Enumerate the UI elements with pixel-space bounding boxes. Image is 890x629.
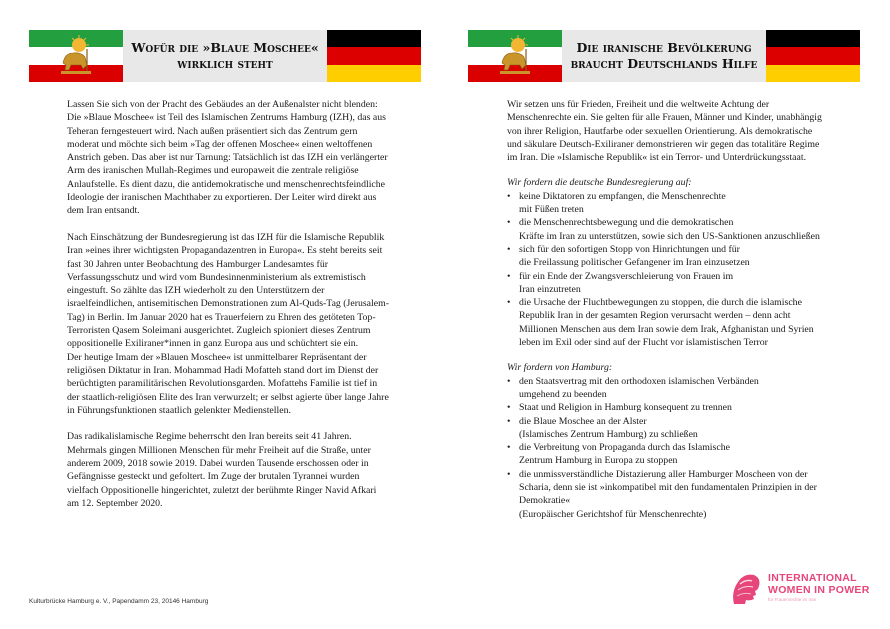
left-paragraph: Nach Einschätzung der Bundesregierung ist das IZH für die Islamische Republik Iran »eines ihrer wichtigsten Propagandazentren in Europa«. Es steht bereits seit fast 30 Jahren unter Beobachtung des Hamburger Landesamtes für Verfassungsschutz und wird vom Bundesinnenministerium als extremistisch eingestuft. So zählte das IZH wiederholt zu den Unterstützern der israelfeindlichen, antisemitischen Demonstrationen zum Al-Quds-Tag (Jerusalem-Tag) in Berlin. Im Januar 2020 hat es Trauerfeiern zu Ehren des getöteten Top-Terroristen Qasem Soleimani ausgerichtet. Zugleich spioniert dieses Zentrum oppositionelle Exiliraner*innen in ganz Europa aus und schüchtert sie ein. bbox=[67, 231, 389, 350]
list-item: • die unmissverständliche Distazierung aller Hamburger Moscheen von der Scharia, denn sie ist »inkompatibel mit den fundamentalen Prinzipien in der Demokratie« (Europäischer Gerichtshof für Menschenrechte) bbox=[507, 468, 829, 521]
right-body-text bbox=[507, 98, 829, 521]
left-title-box bbox=[123, 30, 327, 82]
left-paragraph: Lassen Sie sich von der Pracht des Gebäudes an der Außenalster nicht blenden: Die »Blaue Moschee« ist Teil des Islamischen Zentrums Hamburg (IZH), das aus Teheran ferngesteuert wird. Nach außen präsentiert sich das Zentrum gern moderat und möchte sich beim »Tag der offenen Moschee« einen weltoffenen Anstrich geben. Das aber ist nur Tarnung: Tatsächlich ist das IZH ein verlängerter Arm des iranischen Mullah-Regimes und europaweit die zentrale religiöse Anlaufstelle. Es dient dazu, die antidemokratische und menschenrechtsfeindliche Ideologie der iranischen Machthaber zu exportieren. Der Leiter wird direkt aus dem Iran entsandt. bbox=[67, 99, 388, 217]
federal-demands-heading: Wir fordern die deutsche Bundesregierung auf: bbox=[507, 177, 692, 189]
logo-line-2: WOMEN IN POWER bbox=[768, 584, 870, 596]
logo-tagline: für Frauenrechte im Iran bbox=[768, 597, 817, 602]
left-paragraph: Das radikalislamische Regime beherrscht den Iran bereits seit 41 Jahren. Mehrmals gingen Millionen Menschen für mehr Freiheit auf die Straße, unter anderem 2009, 2018 sowie 2019. Dabei wurden Tausende erschossen oder in Gefängnisse gesteckt und gefoltert. Im Zuge der brutalen Tyrannei wurden vielfach Oppositionelle hingerichtet, zuletzt der berühmte Ringer Navid Afkari am 12. September 2020. bbox=[67, 431, 377, 509]
list-item: • die Blaue Moschee an der Alster (Islamisches Zentrum Hamburg) zu schließen bbox=[507, 415, 829, 442]
international-women-in-power-logo bbox=[728, 570, 868, 610]
left-paragraph: Der heutige Imam der »Blauen Moschee« ist unmittelbarer Repräsentant der religiösen Diktatur in Iran. Mohammad Hadi Mofatteh stand dort im Dienst der berüchtigten paramilitärischen Revolutionsgarden. Mofattehs Familie ist tief in der staatlich-religiösen Elite des Iran verwurzelt; er selbst agierte über lange Jahre in Führungsfunktionen staatlich gelenkter Medienstellen. bbox=[67, 351, 389, 416]
list-item: • für ein Ende der Zwangsverschleierung von Frauen im Iran einzutreten bbox=[507, 270, 829, 297]
list-item: • keine Diktatoren zu empfangen, die Menschenrechte mit Füßen treten bbox=[507, 190, 829, 217]
hamburg-demands-heading: Wir fordern von Hamburg: bbox=[507, 362, 613, 374]
lion-and-sun-emblem-icon bbox=[496, 35, 534, 77]
lion-and-sun-emblem-icon bbox=[57, 35, 95, 77]
right-title-box bbox=[562, 30, 766, 82]
footer-address: Kulturbrücke Hamburg e. V., Papendamm 23, 20146 Hamburg bbox=[29, 598, 209, 605]
list-item: • sich für den sofortigen Stopp von Hinrichtungen und für die Freilassung politischer Gefangener im Iran einzusetzen bbox=[507, 243, 829, 270]
list-item: • Staat und Religion in Hamburg konsequent zu trennen bbox=[507, 401, 829, 414]
federal-demands-list bbox=[507, 190, 829, 350]
left-page-title: Wofür die »Blaue Moschee« wirklich steht bbox=[131, 40, 319, 71]
list-item: • die Ursache der Fluchtbewegungen zu stoppen, die durch die islamische Republik Iran in der gesamten Region verursacht werden – denn acht Millionen Menschen aus dem Iran sowie dem Irak, Afghanistan und Syrien leben im Exil oder sind auf der Flucht vor islamistischen Terror bbox=[507, 296, 829, 349]
list-item: • den Staatsvertrag mit den orthodoxen islamischen Verbänden umgehend zu beenden bbox=[507, 375, 829, 402]
germany-flag-left bbox=[327, 30, 421, 82]
germany-flag-right bbox=[766, 30, 860, 82]
list-item: • die Verbreitung von Propaganda durch das Islamische Zentrum Hamburg in Europa zu stoppen bbox=[507, 441, 829, 468]
list-item: • die Menschenrechtsbewegung und die demokratischen Kräfte im Iran zu unterstützen, sowie sich den US-Sanktionen anzuschließen bbox=[507, 216, 829, 243]
iran-flag-left bbox=[29, 30, 123, 82]
right-page-title: Die iranische Bevölkerung braucht Deutschlands Hilfe bbox=[570, 40, 758, 71]
logo-line-1: INTERNATIONAL bbox=[768, 572, 857, 584]
iran-flag-right bbox=[468, 30, 562, 82]
woman-profile-logo-icon bbox=[728, 570, 764, 606]
hamburg-demands-list bbox=[507, 375, 829, 521]
right-intro: Wir setzen uns für Frieden, Freiheit und die weltweite Achtung der Menschenrechte ein. Sie gelten für alle Frauen, Männer und Kinder, unabhängig von ihrer Religion, Hautfarbe oder sexuellen Orientierung. Als demokratische und säkulare Deutsch-Exiliraner demonstrieren wir gegen das totalitäre Regime im Iran. Die »Islamische Republik« ist ein Terror- und Unterdrückungsstaat. bbox=[507, 99, 822, 164]
left-body-text bbox=[67, 98, 389, 524]
